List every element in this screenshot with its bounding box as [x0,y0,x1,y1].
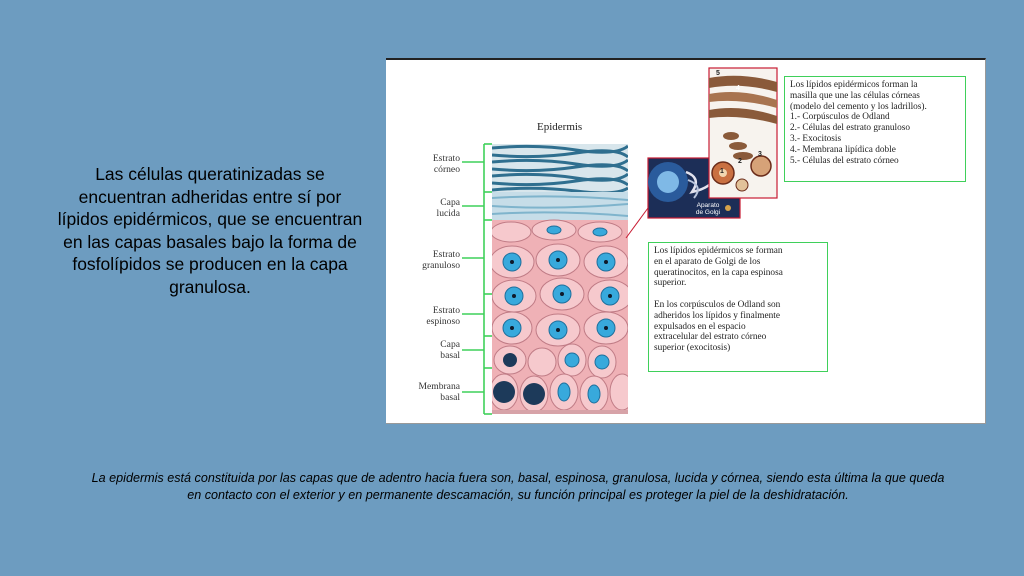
callout-2: 2 [738,158,742,165]
golgi-odland-note: Los lípidos epidérmicos se forman en el aparato de Golgi de los queratinocitos, en la capa espinosa superior. En los corpúsculos de Odland son adheridos los lípidos y finalmente expulsados en el espacio extracelular del estrato córneo superior (exocitosis) [648,242,828,372]
layer-brackets [462,144,492,414]
callout-5: 5 [716,70,720,77]
label-membrana-basal: Membrana basal [418,381,460,403]
figure-title: Epidermis [537,121,583,133]
label-estrato-granuloso: Estrato granuloso [422,249,460,271]
label-capa-lucida: Capa lucida [436,197,460,219]
tissue-stack [490,144,634,414]
epidermis-figure [386,58,986,424]
callout-4: 4 [736,85,740,92]
label-estrato-corneo: Estrato córneo [432,153,460,175]
odland-inset [709,68,777,198]
callout-3: 3 [758,151,762,158]
label-estrato-espinoso: Estrato espinoso [426,305,460,327]
golgi-label: Aparato de Golgi [695,202,721,216]
label-capa-basal: Capa basal [440,339,460,361]
lipid-cement-note: Los lípidos epidérmicos forman la masilla que une las células córneas (modelo del cemento y los ladrillos). 1.- Corpúsculos de Odland 2.- Células del estrato granuloso 3.- Exocitosis 4.- Membrana lipídica doble 5.- Células del estrato córneo [784,76,966,182]
callout-1: 1 [720,168,724,175]
figure-caption: La epidermis está constituida por las capas que de adentro hacia fuera son, basal, espinosa, granulosa, lucida y córnea, siendo esta última la que queda en contacto con el exterior y en permanente descamación, su función principal es proteger la piel de la deshidratación. [91,471,945,502]
main-description-text: Las células queratinizadas se encuentran adheridas entre sí por lípidos epidérmicos, que se encuentran en las capas basales bajo la forma de fosfolípidos se producen en la capa granulosa. [57,164,363,297]
